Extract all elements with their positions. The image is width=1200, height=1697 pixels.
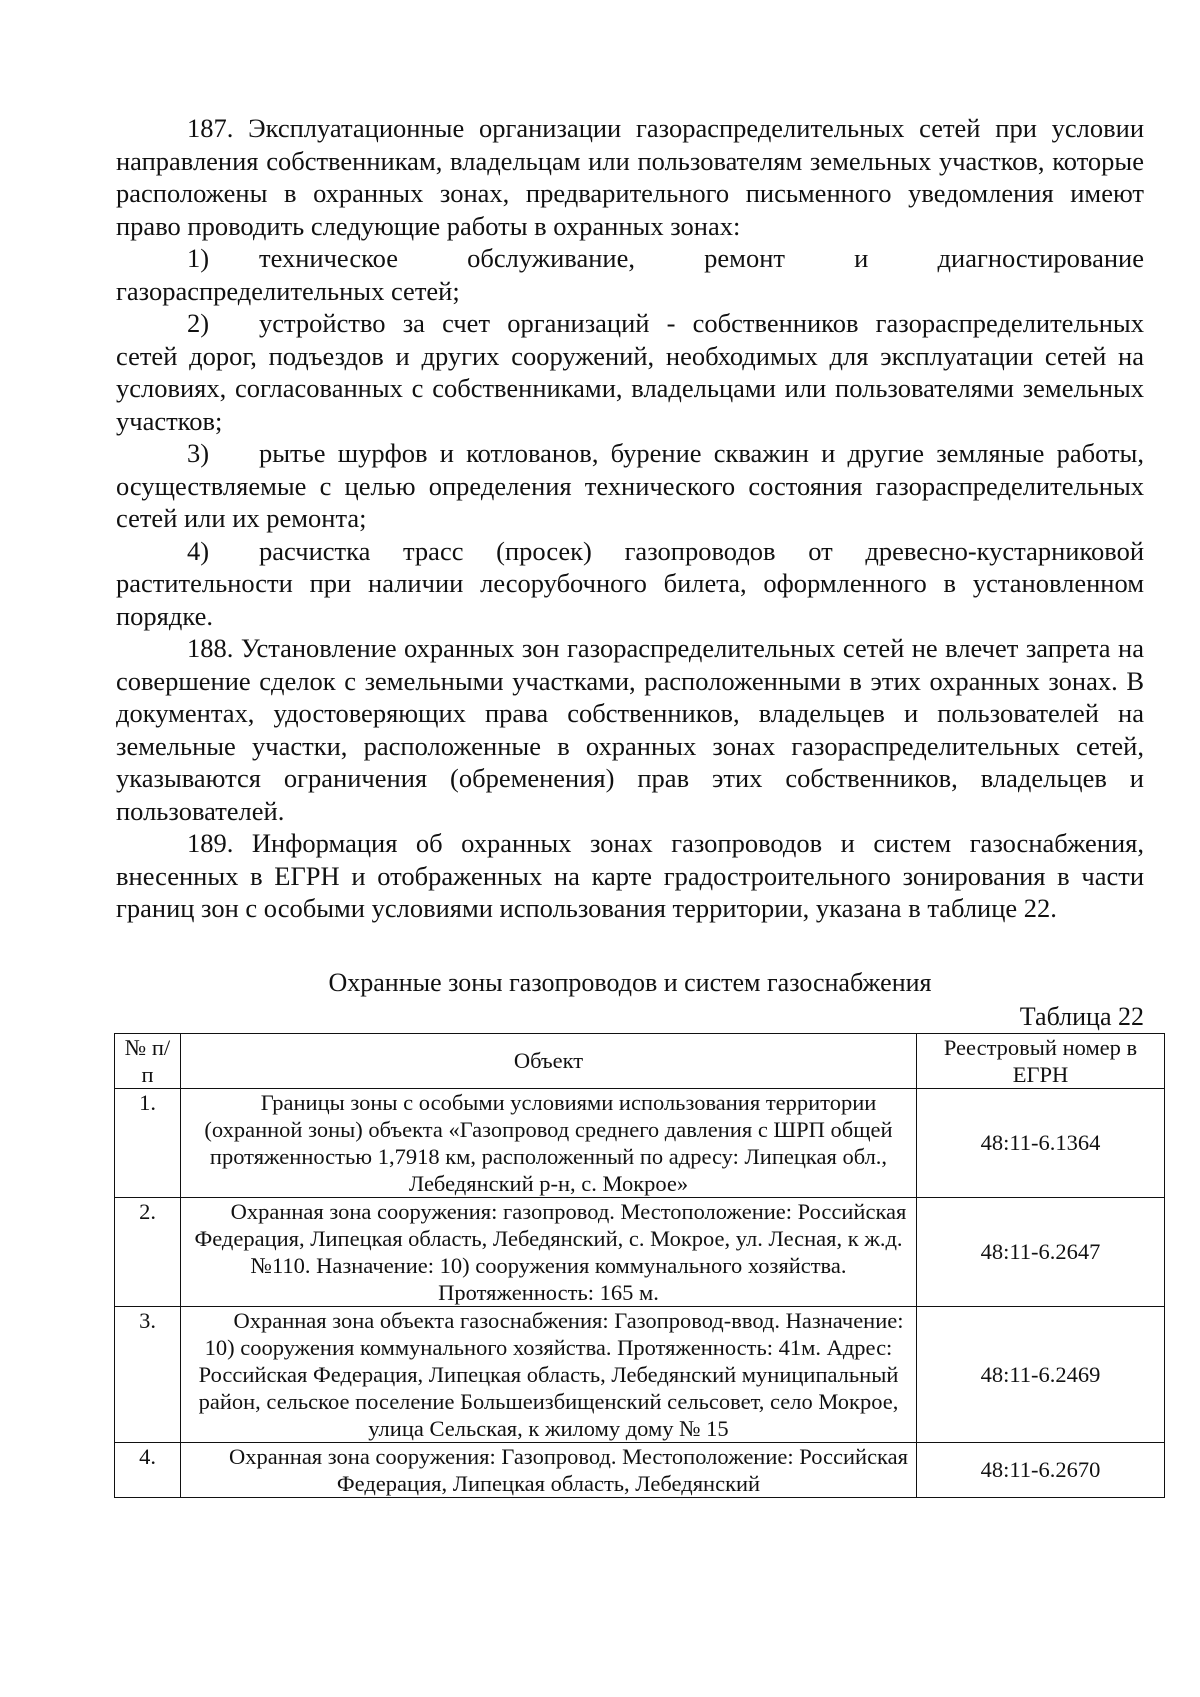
list-item-text: устройство за счет организаций - собственников газораспределительных сетей дорог, подъездов и других сооружений, необходимых для эксплуатации сетей на условиях, согласованных с собственниками, владельцами или пользователями земельных участков; (116, 308, 1144, 436)
row-registry: 48:11-6.2670 (917, 1442, 1165, 1497)
list-item-text: рытье шурфов и котлованов, бурение скважин и другие земляные работы, осуществляемые с целью определения технического состояния газораспределительных сетей или их ремонта; (116, 438, 1144, 533)
table-row (115, 1088, 1165, 1197)
row-object-text: Границы зоны с особыми условиями использования территории (охранной зоны) объекта «Газопровод среднего давления с ШРП общей протяженностью 1,7918 км, расположенный по адресу: Липецкая обл., Лебедянский р-н, с. Мокрое» (204, 1089, 893, 1196)
paragraph-189: 189. Информация об охранных зонах газопроводов и систем газоснабжения, внесенных в ЕГРН и отображенных на карте градостроительного зонирования в части границ зон с особыми условиями использования территории, указана в таблице 22. (116, 828, 1144, 923)
row-object (181, 1088, 917, 1197)
paragraph-188: 188. Установление охранных зон газораспределительных сетей не влечет запрета на совершение сделок с земельными участками, расположенными в этих охранных зонах. В документах, удостоверяющих права собственников, владельцев и пользователей на земельные участки, расположенные в охранных зонах газораспределительных сетей, указываются ограничения (обременения) прав этих собственников, владельцев и пользователей. (116, 633, 1144, 826)
row-num: 1. (115, 1088, 181, 1197)
row-object (181, 1442, 917, 1497)
row-object-text: Охранная зона сооружения: газопровод. Местоположение: Российская Федерация, Липецкая область, Лебедянский, с. Мокрое, ул. Лесная, к ж.д. №110. Назначение: 10) сооружения коммунального хозяйства. Протяженность: 165 м. (194, 1198, 907, 1305)
table-row (115, 1306, 1165, 1442)
header-registry: Реестровый номер в ЕГРН (917, 1033, 1165, 1088)
header-object: Объект (181, 1033, 917, 1088)
list-item-4 (116, 535, 1144, 633)
row-object-text: Охранная зона сооружения: Газопровод. Местоположение: Российская Федерация, Липецкая область, Лебедянский (229, 1443, 908, 1496)
protection-zones-table (114, 1033, 1165, 1498)
list-item-2 (116, 307, 1144, 437)
list-item-text: техническое обслуживание, ремонт и диагностирование газораспределительных сетей; (116, 243, 1144, 306)
row-object (181, 1306, 917, 1442)
list-item-3 (116, 437, 1144, 535)
row-registry: 48:11-6.2647 (917, 1197, 1165, 1306)
row-registry: 48:11-6.2469 (917, 1306, 1165, 1442)
list-item-number: 1) (187, 243, 210, 273)
table-title: Охранные зоны газопроводов и систем газоснабжения (328, 967, 932, 997)
list-item-text: расчистка трасс (просек) газопроводов от древесно-кустарниковой растительности при наличии лесорубочного билета, оформленного в установленном порядке. (116, 535, 1144, 631)
list-item-number: 3) (187, 438, 210, 468)
paragraph-187: 187. Эксплуатационные организации газораспределительных сетей при условии направления собственникам, владельцам или пользователям земельных участков, которые расположены в охранных зонах, предварительного письменного уведомления имеют право проводить следующие работы в охранных зонах: (116, 113, 1144, 241)
list-item-number: 4) (187, 535, 210, 566)
list-item-1 (116, 242, 1144, 307)
table-row (115, 1197, 1165, 1306)
row-registry: 48:11-6.1364 (917, 1088, 1165, 1197)
table-caption: Таблица 22 (1019, 1001, 1144, 1031)
row-num: 4. (115, 1442, 181, 1497)
header-num: № п/п (115, 1033, 181, 1088)
row-object (181, 1197, 917, 1306)
row-object-text: Охранная зона объекта газоснабжения: Газопровод-ввод. Назначение: 10) сооружения коммунального хозяйства. Протяженность: 41м. Адрес: Российская Федерация, Липецкая область, Лебедянский муниципальный район, сельское поселение Большеизбищенский сельсовет, село Мокрое, улица Сельская, к жилому дому № 15 (198, 1307, 904, 1441)
row-num: 2. (115, 1197, 181, 1306)
list-item-number: 2) (187, 308, 210, 338)
table-header-row (115, 1033, 1165, 1088)
document-page (116, 112, 1144, 1498)
row-num: 3. (115, 1306, 181, 1442)
table-row (115, 1442, 1165, 1497)
